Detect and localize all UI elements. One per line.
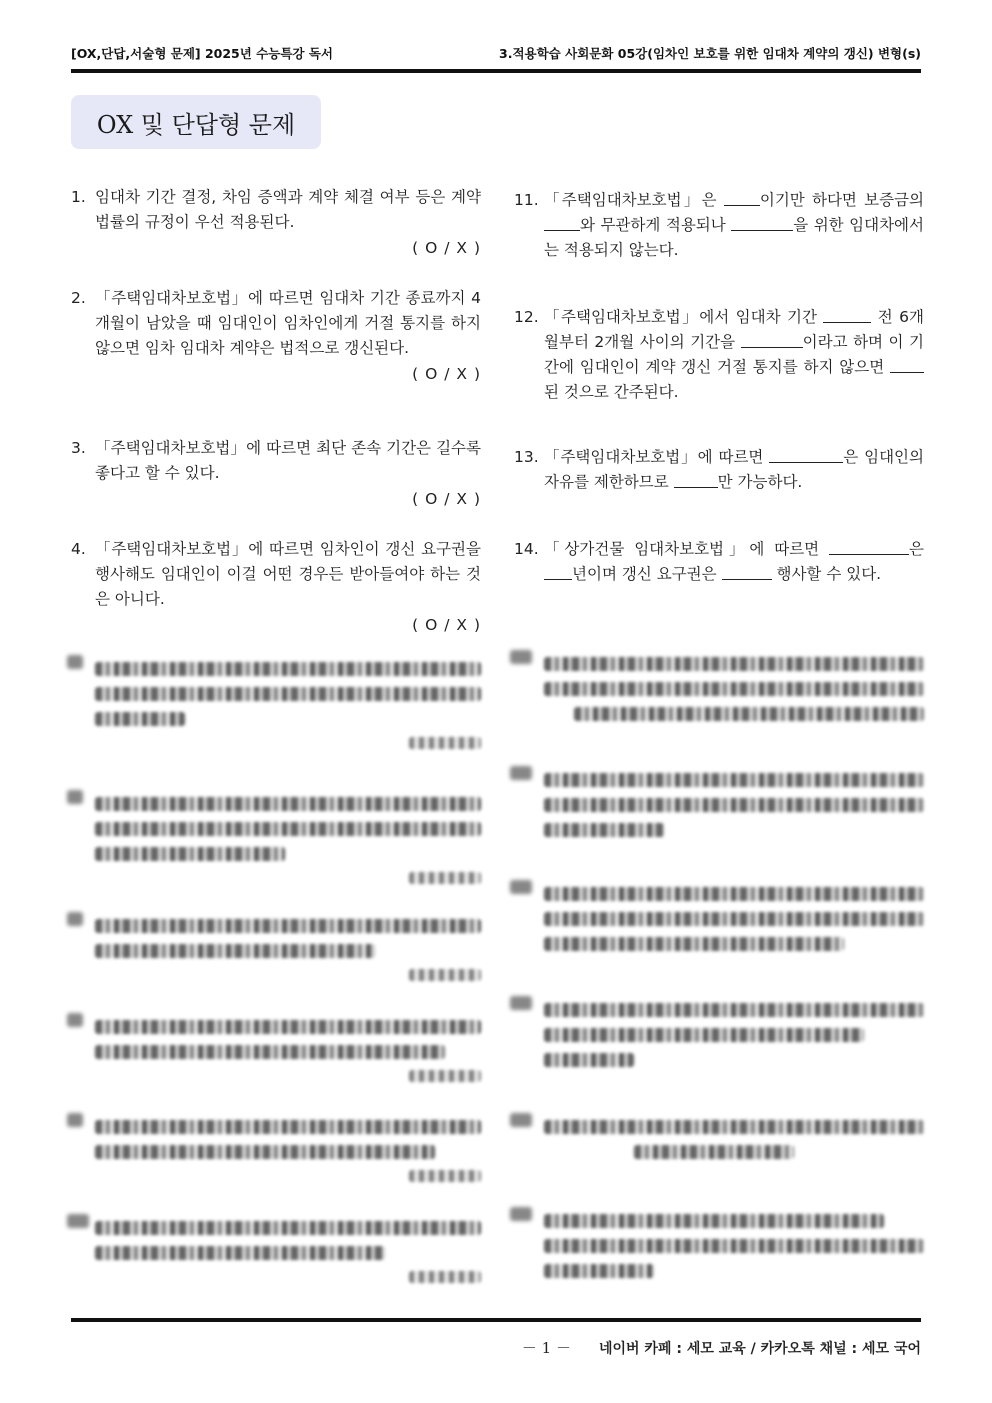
question-text: 임대차 기간 결정, 차임 증액과 계약 체결 여부 등은 계약 법률의 규정이 우선 적용된다. xyxy=(95,188,481,231)
question-text: 「주택임대차보호법」에 따르면 임대차 기간 종료까지 4개월이 남았을 때 임대인이 임차인에게 거절 통지를 하지 않으면 임차 임대차 계약은 법적으로 갱신된다. xyxy=(95,289,481,357)
obscured-question xyxy=(71,1013,481,1082)
answer-blank[interactable] xyxy=(769,448,843,463)
question-number: 12. xyxy=(514,308,539,326)
obscured-question xyxy=(71,790,481,884)
obscured-number xyxy=(510,1113,532,1127)
question-3 xyxy=(71,436,481,512)
ox-answer-mark[interactable]: ( O / X ) xyxy=(412,239,481,257)
answer-blank[interactable] xyxy=(829,540,909,555)
obscured-number xyxy=(67,655,83,669)
obscured-number xyxy=(67,1214,89,1228)
question-4 xyxy=(71,537,481,638)
question-text: 「상가건물 임대차보호법」에 따르면 은 년이며 갱신 요구권은 행사할 수 있다. xyxy=(544,540,924,583)
question-text: 「주택임대차보호법」에 따르면 임차인이 갱신 요구권을 행사해도 임대인이 이걸 어떤 경우든 받아들여야 하는 것은 아니다. xyxy=(95,540,481,608)
obscured-number xyxy=(510,996,532,1010)
answer-blank[interactable] xyxy=(544,565,572,580)
ox-answer-mark[interactable]: ( O / X ) xyxy=(412,490,481,508)
obscured-number xyxy=(510,766,532,780)
question-text: 「주택임대차보호법」에 따르면 은 임대인의 자유를 제한하므로 만 가능하다. xyxy=(544,448,925,491)
ox-answer-mark[interactable]: ( O / X ) xyxy=(412,616,481,634)
answer-blank[interactable] xyxy=(722,565,772,580)
answer-blank[interactable] xyxy=(823,308,871,323)
question-14 xyxy=(514,537,924,587)
page-number: － 1 － xyxy=(521,1339,571,1357)
obscured-question xyxy=(71,1214,481,1283)
question-number: 4. xyxy=(71,540,86,558)
question-12 xyxy=(514,305,924,405)
question-number: 1. xyxy=(71,188,86,206)
question-number: 2. xyxy=(71,289,86,307)
header-rule xyxy=(71,69,921,73)
question-11 xyxy=(514,188,924,263)
question-13 xyxy=(514,445,924,495)
header-right: 3.적용학습 사회문화 05강(임차인 보호를 위한 임대차 계약의 갱신) 변형(s) xyxy=(499,46,921,61)
obscured-question xyxy=(514,1113,924,1170)
section-title: OX 및 단답형 문제 xyxy=(71,95,321,149)
header-left: [OX,단답,서술형 문제] 2025년 수능특강 독서 xyxy=(71,46,333,61)
page-header xyxy=(71,44,921,62)
obscured-question xyxy=(71,912,481,981)
answer-blank[interactable] xyxy=(674,473,718,488)
obscured-ox-mark xyxy=(409,737,481,749)
obscured-ox-mark xyxy=(409,872,481,884)
obscured-number xyxy=(67,912,83,926)
obscured-question xyxy=(514,880,924,962)
obscured-question xyxy=(514,996,924,1078)
footer-note: 네이버 카페 : 세모 교육 / 카카오톡 채널 : 세모 국어 xyxy=(598,1341,921,1357)
question-number: 11. xyxy=(514,191,539,209)
obscured-number xyxy=(510,650,532,664)
obscured-ox-mark xyxy=(409,969,481,981)
question-number: 3. xyxy=(71,439,86,457)
answer-blank[interactable] xyxy=(731,216,793,231)
obscured-number xyxy=(67,1013,83,1027)
answer-blank[interactable] xyxy=(890,358,924,373)
obscured-number xyxy=(67,1113,83,1127)
ox-answer-mark[interactable]: ( O / X ) xyxy=(412,365,481,383)
question-text: 「주택임대차보호법」은 이기만 하다면 보증금의 와 무관하게 적용되나 을 위한 임대차에서는 적용되지 않는다. xyxy=(544,191,925,259)
obscured-ox-mark xyxy=(409,1271,481,1283)
obscured-number xyxy=(67,790,83,804)
obscured-question xyxy=(514,650,924,732)
question-1 xyxy=(71,185,481,261)
question-number: 13. xyxy=(514,448,539,466)
question-2 xyxy=(71,286,481,387)
obscured-question xyxy=(514,766,924,848)
question-number: 14. xyxy=(514,540,539,558)
answer-blank[interactable] xyxy=(741,333,803,348)
answer-blank[interactable] xyxy=(544,216,580,231)
obscured-question xyxy=(514,1207,924,1289)
question-text: 「주택임대차보호법」에 따르면 최단 존속 기간은 길수록 좋다고 할 수 있다. xyxy=(95,439,481,482)
obscured-question xyxy=(71,655,481,749)
footer-rule xyxy=(71,1318,921,1322)
obscured-question xyxy=(71,1113,481,1182)
obscured-ox-mark xyxy=(409,1170,481,1182)
obscured-ox-mark xyxy=(409,1070,481,1082)
obscured-number xyxy=(510,880,532,894)
page-footer xyxy=(71,1337,921,1358)
obscured-number xyxy=(510,1207,532,1221)
question-text: 「주택임대차보호법」에서 임대차 기간 전 6개월부터 2개월 사이의 기간을 이라고 하며 이 기간에 임대인이 계약 갱신 거절 통지를 하지 않으면 된 것으로 간주된다. xyxy=(544,308,925,401)
answer-blank[interactable] xyxy=(724,191,760,206)
